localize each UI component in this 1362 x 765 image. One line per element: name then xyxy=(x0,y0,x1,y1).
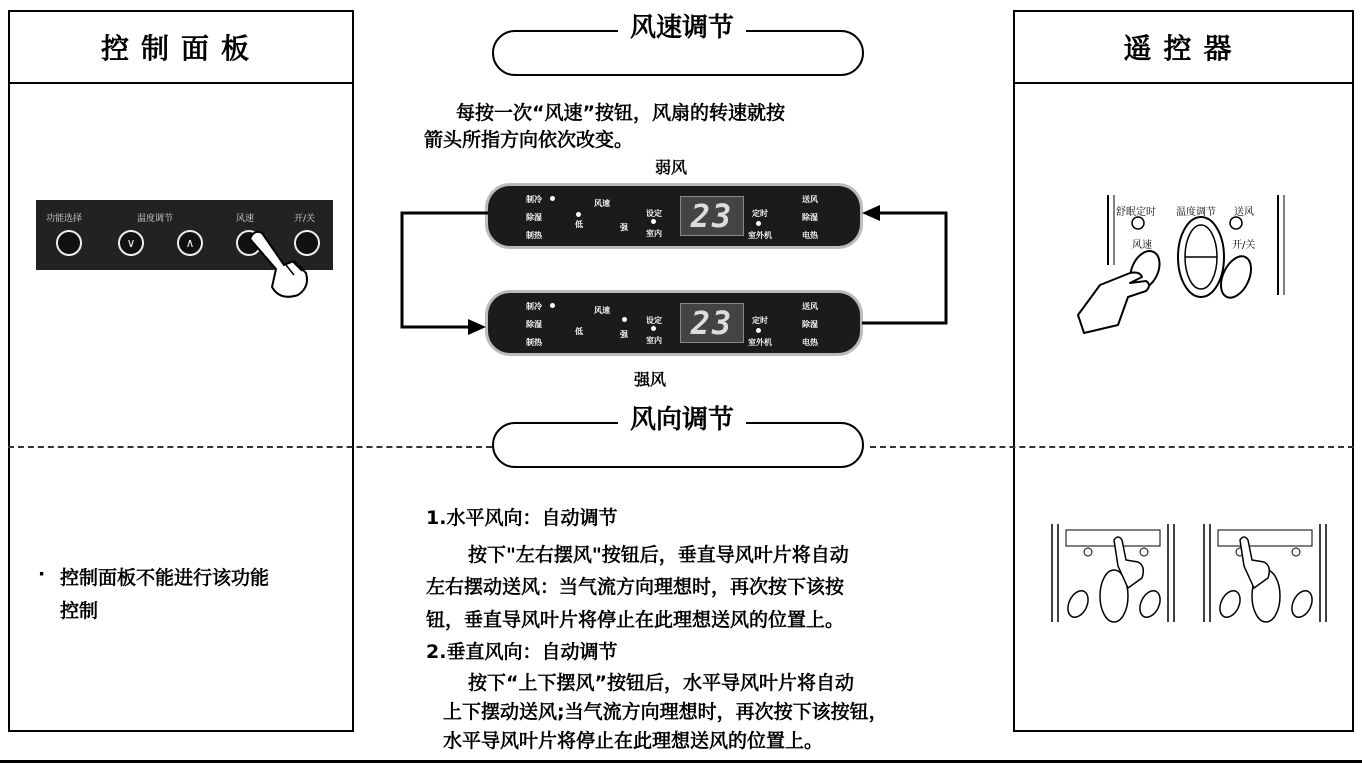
fan-low-label: 低 xyxy=(575,327,583,336)
control-label-power: 开/关 xyxy=(294,214,316,224)
note-bullet: · xyxy=(38,563,46,585)
mode-label-cool: 制冷 xyxy=(526,195,542,204)
remote-label-sleep-timer: 舒眠定时 xyxy=(1116,207,1156,218)
remote-label-fan-speed: 风速 xyxy=(1132,240,1152,251)
right-label-fan: 送风 xyxy=(802,195,818,204)
temperature-readout: 23 xyxy=(680,196,744,236)
outdoor-label: 室外机 xyxy=(748,231,772,240)
note-line-1: 控制面板不能进行该功能 xyxy=(60,567,270,589)
fan-speed-heading: 风速调节 xyxy=(618,5,746,45)
remote-swing-illustration-left xyxy=(1048,522,1178,632)
set-label: 设定 xyxy=(646,209,662,218)
chevron-down-icon: ∨ xyxy=(126,236,136,250)
weak-wind-label: 弱风 xyxy=(655,158,688,177)
fan-low-label: 低 xyxy=(575,220,583,229)
control-label-fan: 风速 xyxy=(236,214,255,224)
item2-title: 2.垂直风向：自动调节 xyxy=(426,641,618,663)
item2-line-2: 上下摆动送风;当气流方向理想时，再次按下该按钮， xyxy=(443,701,888,723)
remote-label-fan-mode: 送风 xyxy=(1234,207,1254,218)
pointing-hand-icon xyxy=(236,225,316,305)
item1-line-2: 左右摆动送风：当气流方向理想时，再次按下该按 xyxy=(426,576,845,598)
chevron-up-icon: ∧ xyxy=(185,236,195,250)
remote-panel-title: 遥控器 xyxy=(1015,12,1352,84)
temperature-down-button[interactable] xyxy=(118,230,144,256)
outdoor-label: 室外机 xyxy=(748,338,772,347)
item2-line-1: 按下“上下摆风”按钮后，水平导风叶片将自动 xyxy=(468,672,854,694)
set-label: 设定 xyxy=(646,316,662,325)
remote-label-temperature: 温度调节 xyxy=(1176,207,1216,218)
right-label-dry: 除湿 xyxy=(802,320,818,329)
section-divider-left xyxy=(8,446,492,448)
fan-speed-desc-line-1: 每按一次“风速”按钮，风扇的转速就按 xyxy=(456,102,785,124)
right-label-fan: 送风 xyxy=(802,302,818,311)
strong-wind-label: 强风 xyxy=(634,370,667,389)
air-direction-heading: 风向调节 xyxy=(618,397,746,437)
mode-label-cool: 制冷 xyxy=(526,302,542,311)
timer-label: 定时 xyxy=(752,316,768,325)
function-select-button[interactable] xyxy=(56,230,82,256)
item1-line-3: 钮，垂直导风叶片将停止在此理想送风的位置上。 xyxy=(426,609,845,631)
cycle-arrow-left-icon xyxy=(396,205,492,335)
control-panel-title: 控制面板 xyxy=(10,12,352,84)
fan-speed-label: 风速 xyxy=(594,199,610,208)
cycle-arrow-right-icon xyxy=(858,205,954,335)
display-panel-weak xyxy=(488,186,860,246)
temperature-up-button[interactable] xyxy=(177,230,203,256)
remote-label-power: 开/关 xyxy=(1232,240,1256,251)
mode-label-dry: 除湿 xyxy=(526,320,542,329)
item1-title: 1.水平风向：自动调节 xyxy=(426,507,618,529)
item2-line-3: 水平导风叶片将停止在此理想送风的位置上。 xyxy=(443,730,824,752)
control-panel-box xyxy=(8,10,354,732)
note-line-2: 控制 xyxy=(60,600,99,622)
item1-line-1: 按下"左右摆风"按钮后，垂直导风叶片将自动 xyxy=(468,544,849,566)
timer-label: 定时 xyxy=(752,209,768,218)
bottom-rule xyxy=(0,760,1362,763)
control-label-function: 功能选择 xyxy=(46,214,83,224)
right-label-dry: 除湿 xyxy=(802,213,818,222)
indoor-label: 室内 xyxy=(646,336,662,345)
mode-label-heat: 制热 xyxy=(526,338,542,347)
fan-speed-label: 风速 xyxy=(594,306,610,315)
section-divider-right xyxy=(870,446,1354,448)
fan-high-label: 强 xyxy=(620,223,628,232)
control-label-temperature: 温度调节 xyxy=(137,214,174,224)
right-label-electric-heat: 电热 xyxy=(802,231,818,240)
mode-label-dry: 除湿 xyxy=(526,213,542,222)
fan-speed-desc-line-2: 箭头所指方向依次改变。 xyxy=(424,129,634,151)
right-label-electric-heat: 电热 xyxy=(802,338,818,347)
remote-swing-illustration-right xyxy=(1200,522,1330,632)
indoor-label: 室内 xyxy=(646,229,662,238)
mode-label-heat: 制热 xyxy=(526,231,542,240)
fan-high-label: 强 xyxy=(620,330,628,339)
temperature-readout: 23 xyxy=(680,303,744,343)
display-panel-strong xyxy=(488,293,860,353)
